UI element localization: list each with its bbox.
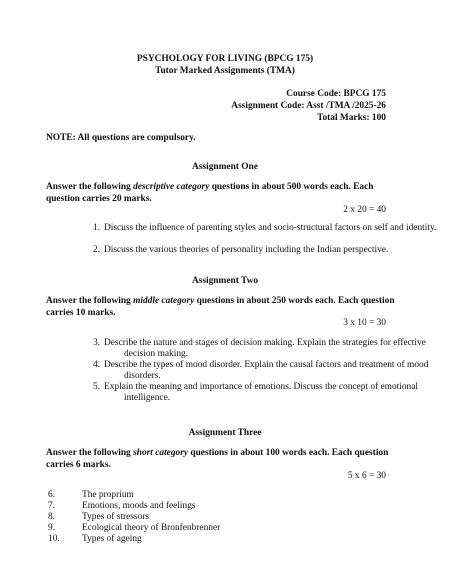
document-subtitle: Tutor Marked Assignments (TMA) (155, 66, 295, 76)
question-text-continued: disorders. (124, 371, 161, 381)
question-number: 2. (92, 245, 100, 255)
question-number: 1. (92, 223, 100, 233)
assignment-two-heading: Assignment Two (191, 276, 259, 286)
assignment-three-marks: 5 x 6 = 30 (347, 471, 386, 481)
question-text: Emotions, moods and feelings (82, 501, 196, 511)
question-text: Describe the types of mood disorder. Explain the causal factors and treatment of mood (104, 360, 429, 370)
assignment-one-instructions: Answer the following descriptive category questions in about 500 words each. Each question carries 20 marks. (46, 182, 374, 204)
question-text: Discuss the various theories of personality including the Indian perspective. (104, 245, 389, 255)
assignment-two-instructions: Answer the following middle category questions in about 250 words each. Each question carries 10 marks. (46, 296, 395, 318)
question-number: 3. (92, 338, 100, 348)
question-text-continued: intelligence. (124, 393, 171, 403)
question-text: The proprium (82, 490, 134, 500)
question-number: 7. (48, 501, 56, 511)
note: NOTE: All questions are compulsory. (46, 133, 196, 143)
assignment-one-heading: Assignment One (192, 162, 258, 172)
question-number: 8. (48, 512, 56, 522)
assignment-two-marks: 3 x 10 = 30 (343, 318, 386, 328)
assignment-three-instructions: Answer the following short category questions in about 100 words each. Each question carries 6 marks. (46, 448, 389, 470)
question-text: Ecological theory of Bronfenbrenner (82, 523, 221, 533)
question-text: Types of stressors (82, 512, 150, 522)
question-number: 6. (48, 490, 56, 500)
question-text: Describe the nature and stages of decision making. Explain the strategies for effective (104, 338, 426, 348)
question-number: 5. (92, 382, 100, 392)
assignment-code: Assignment Code: Asst /TMA /2025-26 (231, 101, 386, 111)
assignment-three-heading: Assignment Three (188, 428, 262, 438)
question-text-continued: decision making. (124, 349, 189, 359)
total-marks: Total Marks: 100 (317, 113, 386, 123)
question-text: Explain the meaning and importance of emotions. Discuss the concept of emotional (104, 382, 418, 392)
assignment-one-marks: 2 x 20 = 40 (343, 205, 386, 215)
question-number: 10. (48, 534, 60, 544)
question-number: 9. (48, 523, 56, 533)
course-code: Course Code: BPCG 175 (286, 89, 386, 99)
question-number: 4. (92, 360, 100, 370)
document-title: PSYCHOLOGY FOR LIVING (BPCG 175) (136, 54, 314, 64)
question-text: Discuss the influence of parenting styles and socio-structural factors on self and identity. (104, 223, 437, 233)
question-text: Types of ageing (82, 534, 142, 544)
